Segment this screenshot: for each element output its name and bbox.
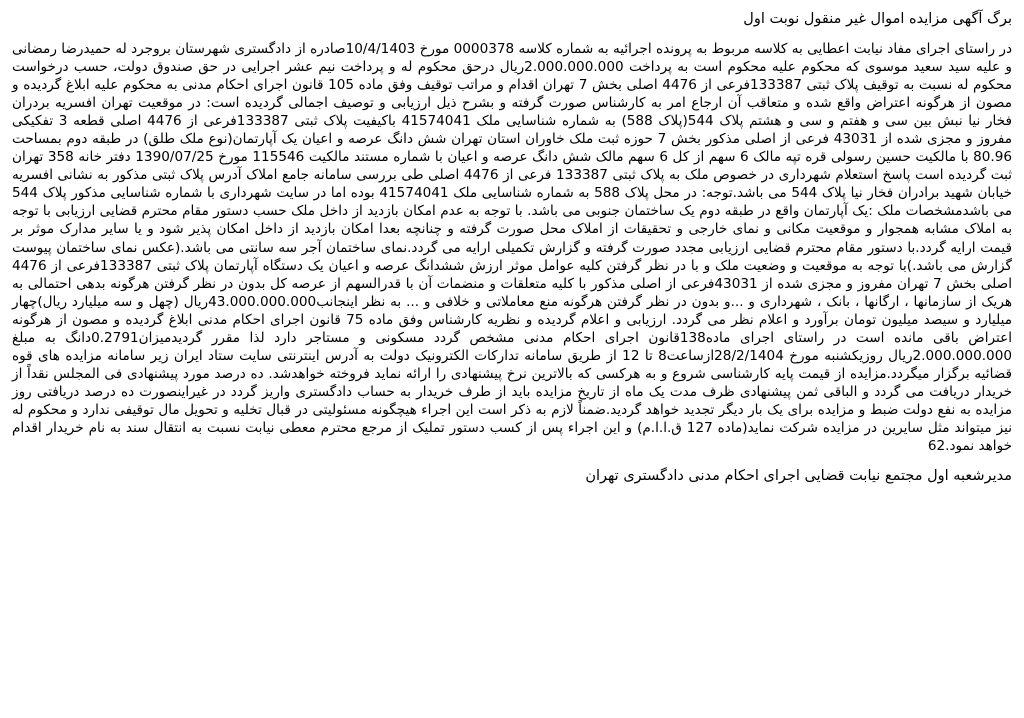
notice-title: برگ آگهی مزایده اموال غیر منقول نوبت اول <box>743 11 1012 27</box>
notice-body: در راستای اجرای مفاد نیابت اعطایی به کلاسه مربوط به پرونده اجرائیه به شماره کلاسه 0000378 مورخ 10/4/1403صادره از دادگستری شهرستان بروجرد له حمیدرضا رمضانی و علیه سید سعید موسوی که محکوم علیه محکوم است به پرداخت 2.000.000.000ریال درحق محکوم له و پرداخت نیم عشر اجرایی در حق صندوق دولت، حسب درخواست محکوم له نسبت به توقیف پلاک ثبتی 133387فرعی از 4476 اصلی بخش 7 تهران اقدام و مراتب توقیف وفق ماده 105 قانون اجرای احکام مدنی به محکوم علیه ابلاغ گردیده و مصون از هرگونه اعتراض واقع شده و متعاقب آن ارجاع امر به کارشناس صورت گرفته و بشرح ذیل ارزیابی و توصیف اجمالی گردیده است: در موقعیت تهران افسریه بردران فخار نیا نبش بین سی و هفتم و سی و هشتم پلاک 544(پلاک 588) به شماره شناسایی ملک 41574041 باکیفیت پلاک ثبتی 133387فرعی از 4476 اصلی قطعه 3 تفکیکی مفروز و مجزی شده از 43031 فرعی از اصلی مذکور بخش 7 حوزه ثبت ملک خاوران استان تهران شش دانگ عرصه و اعیان یک آپارتمان(نوع ملک طلق) در طبقه دوم بمساحت 80.96 با مالکیت حسین رسولی قره تپه مالک 6 سهم از کل 6 سهم مالک شش دانگ عرصه و اعیان با شماره مستند مالکیت 115546 مورخ 1390/07/25 دفتر خانه 358 تهران ثبت گردیده است پاسخ استعلام شهرداری در خصوص ملک به پلاک ثبتی 133387 فرعی از 4476 اصلی طی بررسی سامانه جامع املاک آدرس پلاک ثبتی مذکور به نشانی افسریه خیابان شهید برادران فخار نیا پلاک 544 می باشد.توجه: در محل پلاک 588 به شماره شناسایی ملک 41574041 بوده اما در سایت شهرداری با شماره شناسایی مذکور پلاک 544 می باشدمشخصات ملک :یک آپارتمان واقع در طبقه دوم یک ساختمان جنوبی می باشد. با توجه به عدم امکان بازدید از داخل ملک حسب دستور مقام محترم قضایی ارزیابی با توجه به املاک مشابه همجوار و موقعیت مکانی و نمای خارجی و تحقیقات از املاک محل صورت گرفته و چنانچه بعدا امکان بازدید از داخل امکان پذیر شود و یا سایر مدارک موثر بر قیمت ارایه گردد.با دستور مقام محترم قضایی ارزیابی مجدد صورت گرفته و گزارش تکمیلی ارایه می گردد.نمای ساختمان آجر سه سانتی می باشد.(عکس نمای ساختمان پیوست گزارش می باشد.)با توجه به موقعیت و وضعیت ملک و با در نظر گرفتن کلیه عوامل موثر ارزش ششدانگ عرصه و اعیان یک دستگاه آپارتمان پلاک ثبتی 133387فرعی از 4476 اصلی بخش 7 تهران مفروز و مجزی شده از 43031فرعی از اصلی مذکور با کلیه متعلقات و منضمات آن با قدرالسهم از عرصه کل بدون در نظر گرفتن هرگونه بدهی احتمالی به هریک از سازمانها ، ارگانها ، بانک ، شهرداری و ...و بدون در نظر گرفتن هرگونه منع معاملاتی و خلافی و ... به نظر اینجانب43.000.000.000ریال (چهل و سه میلیارد ریال)چهار میلیارد و سیصد میلیون تومان برآورد و اعلام نظر می گردد. ارزیابی و اعلام گردیده و نظریه کارشناس وفق ماده 75 قانون اجرای احکام مدنی ابلاغ گردیده و مصون از هرگونه اعتراض باقی مانده است در راستای اجرای ماده138قانون اجرای احکام مدنی مشخص گردد مسکونی و مستاجر دارد لذا مقرر گردیدمیزان0.2791دانگ به مبلغ 2.000.000.000ریال روزیکشنبه مورخ 28/2/1404ازساعت8 تا 12 از طریق سامانه تدارکات الکترونیک دولت به آدرس اینترنتی سایت ستاد ایران زیر سامانه مزایده های قوه قضائیه برگزار میگردد.مزایده از قیمت پایه کارشناسی شروع و به هرکسی که بالاترین نرخ پیشنهادی را ارائه نماید فروخته خواهدشد. ده درصد مورد پیشنهادی فی المجلس نقداً از خریدار دریافت می گردد و الباقی ثمن پیشنهادی ظرف مدت یک ماه از تاریخ مزایده باید از طرف خریدار به حساب دادگستری واریز گردد در غیراینصورت ده درصد دریافتی روز مزایده به نفع دولت ضبط و مزایده برای یک بار دیگر تجدید خواهد گردید.ضمناً لازم به ذکر است این اجراء هیچگونه مسئولیتی در قبال تخلیه و تحویل مال توقیفی ندارد و محکوم له نیز میتواند مثل سایرین در مزایده شرکت نماید(ماده 127 ق.ا.ا.م) و این اجراء پس از کسب دستور تملیک از مرجع محترم معطی نیابت نسبت به انتقال سند به نام خریدار اقدام خواهد نمود.62 <box>12 41 1013 455</box>
notice-signature: مدیرشعبه اول مجتمع نیابت قضایی اجرای احکام مدنی دادگستری تهران <box>585 468 1012 485</box>
